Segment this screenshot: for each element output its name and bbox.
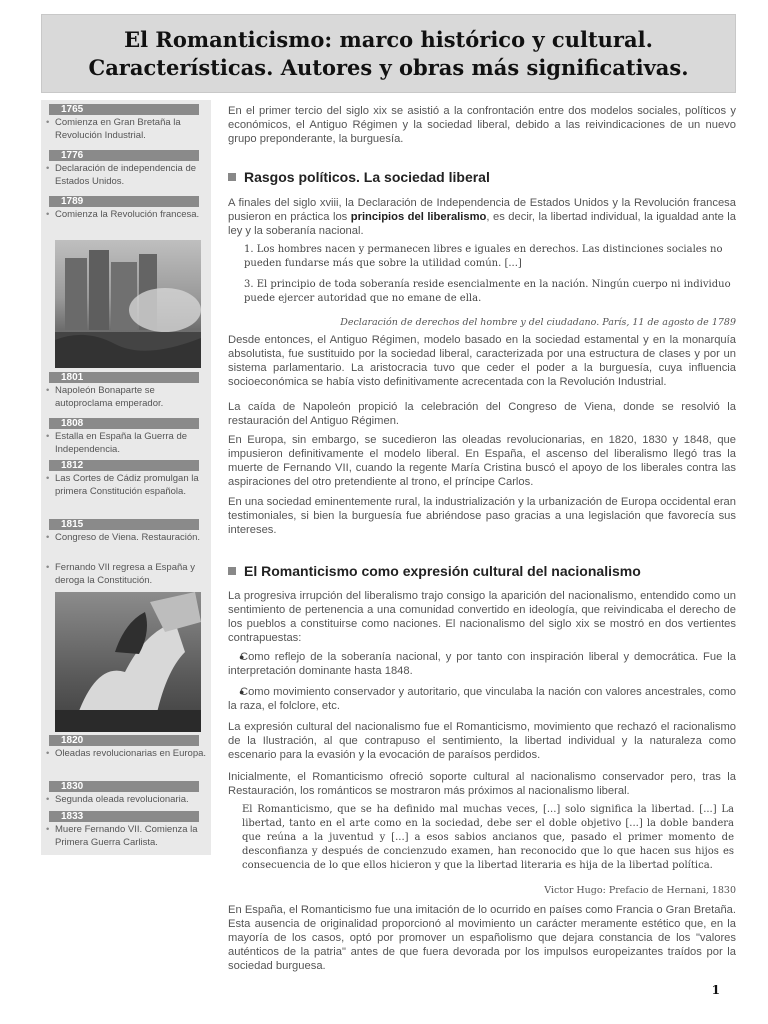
- paragraph-restauracion: Inicialmente, el Romanticismo ofreció soporte cultural al nacionalismo conservador pero, tras la Restauración, los románticos se mostraron más próximos al nacionalismo liberal.: [228, 771, 736, 797]
- timeline-text: • Napoleón Bonaparte se autoproclama emperador.: [55, 385, 207, 410]
- section-heading-romanticism: El Romanticismo como expresión cultural del nacionalismo: [228, 564, 641, 578]
- bullet-liberal: ● Como reflejo de la soberanía nacional, y por tanto con inspiración liberal y democrática. Fue la interpretación dominante hasta 1848.: [228, 650, 736, 678]
- timeline-year: 1801: [49, 372, 199, 383]
- timeline-year: 1812: [49, 460, 199, 471]
- timeline-year: 1820: [49, 735, 199, 746]
- timeline-year: 1833: [49, 811, 199, 822]
- napoleon-horse-image: [55, 592, 201, 732]
- victor-hugo-source: Victor Hugo: Prefacio de Hernani, 1830: [544, 885, 736, 896]
- title-box: [41, 14, 736, 93]
- bullet-conservative: ● Como movimiento conservador y autoritario, que vinculaba la nación con valores ancestrales, como la raza, el folclore, etc.: [228, 685, 736, 713]
- timeline-sidebar: [41, 100, 211, 855]
- timeline-text: • Fernando VII regresa a España y deroga la Constitución.: [55, 562, 207, 587]
- timeline-year: 1815: [49, 519, 199, 530]
- paragraph-nationalism: La progresiva irrupción del liberalismo trajo consigo la aparición del nacionalismo, entendido como un sentimiento de pertenencia a una comunidad convertido en ideología, que reivindicaba el derecho de los pueblos a constituirse como naciones. El nacionalismo del siglo xix se mostró en dos vertientes contrapuestas:: [228, 590, 736, 644]
- declaration-source: Declaración de derechos del hombre y del ciudadano. París, 11 de agosto de 1789: [340, 317, 736, 328]
- paragraph-romanticism-expression: La expresión cultural del nacionalismo fue el Romanticismo, movimiento que rechazó el racionalismo de la Ilustración, al que contrapuso el sentimiento, la libertad individual y la naturaleza como escenario para la evasión y la evocación de paraísos perdidos.: [228, 721, 736, 761]
- paragraph-europe: En Europa, sin embargo, se sucedieron las oleadas revolucionarias, en 1820, 1830 y 1848, que impusieron definitivamente el modelo liberal. En España, el ascenso del liberalismo llegó tras la muerte de Fernando VII, cuando la regente María Cristina buscó el apoyo de los liberales contra las aspiraciones del otro pretendiente al trono, el príncipe Carlos.: [228, 434, 736, 488]
- timeline-year: 1776: [49, 150, 199, 161]
- intro-paragraph: En el primer tercio del siglo xix se asistió a la confrontación entre dos modelos sociales, políticos y económicos, el Antiguo Régimen y la sociedad liberal, debido a las reivindicaciones de un nuevo grupo preponderante, la burguesía.: [228, 105, 736, 145]
- timeline-text: • Muere Fernando VII. Comienza la Primera Guerra Carlista.: [55, 824, 207, 849]
- declaration-article-1: 1. Los hombres nacen y permanecen libres e iguales en derechos. Las distinciones sociales no pueden fundarse más que sobre la utilidad común. [...]: [244, 244, 723, 269]
- page-number: 1: [711, 983, 720, 997]
- timeline-text: • Declaración de independencia de Estados Unidos.: [55, 163, 207, 188]
- paragraph-antiguo-regimen: Desde entonces, el Antiguo Régimen, modelo basado en la sociedad estamental y en la monarquía absolutista, fue sustituido por la sociedad liberal, caracterizada por una estructura de clases y por un sistema parlamentario. La aristocracia tuvo que ceder el poder a la burguesía, cuya influencia socioeconómica se había visto definitivamente acrecentada con la Revolución Industrial.: [228, 334, 736, 388]
- paragraph-napoleon: La caída de Napoleón propició la celebración del Congreso de Viena, donde se resolvió la restauración del Antiguo Régimen.: [228, 401, 736, 427]
- storming-bastille-image: [55, 240, 201, 368]
- declaration-article-3: 3. El principio de toda soberanía reside esencialmente en la nación. Ningún cuerpo ni individuo puede ejercer autoridad que no emane de ella.: [244, 279, 731, 304]
- timeline-text: • Estalla en España la Guerra de Independencia.: [55, 431, 207, 456]
- paragraph-principles: A finales del siglo xviii, la Declaración de Independencia de Estados Unidos y la Revolución francesa pusieron en práctica los principios del liberalismo, es decir, la libertad individual, la igualdad ante la ley y la soberanía nacional.: [228, 197, 737, 237]
- timeline-year: 1765: [49, 104, 199, 115]
- victor-hugo-quote: El Romanticismo, que se ha definido mal muchas veces, [...] solo significa la libertad. [...] La libertad, tanto en el arte como en la sociedad, debe ser el doble objetivo [...] la doble bandera que reúna a la juventud y [...] a esos sabios ancianos que, pasado el primer momento de desconfianza y después de concienzudo examen, han reconocido que lo que hacen sus hijos es consecuencia de lo que ellos hicieron y que la libertad literaria es hija de la libertad política.: [242, 804, 734, 871]
- timeline-year: 1789: [49, 196, 199, 207]
- paragraph-spain-romanticism: En España, el Romanticismo fue una imitación de lo ocurrido en países como Francia o Gran Bretaña. Esta ausencia de originalidad proporcionó al movimiento un carácter meramente estético que, en la mayoría de los casos, optó por promover un españolismo que dejara constancia de los "valores auténticos de la patria" antes de que fuera devorada por los impulsos europeizantes traídos por la sociedad burguesa.: [228, 904, 736, 972]
- paragraph-rural: En una sociedad eminentemente rural, la industrialización y la urbanización de Europa occidental eran testimoniales, si bien la burguesía fue abriéndose paso gracias a una legislación que favorecía sus intereses.: [228, 496, 736, 536]
- timeline-year: 1808: [49, 418, 199, 429]
- timeline-text: • Las Cortes de Cádiz promulgan la primera Constitución española.: [55, 473, 207, 498]
- timeline-text: • Comienza la Revolución francesa.: [55, 209, 207, 222]
- section-heading-liberal: Rasgos políticos. La sociedad liberal: [228, 170, 490, 184]
- timeline-text: • Congreso de Viena. Restauración.: [55, 532, 207, 545]
- timeline-text: • Comienza en Gran Bretaña la Revolución Industrial.: [55, 117, 207, 142]
- timeline-year: 1830: [49, 781, 199, 792]
- timeline-text: • Segunda oleada revolucionaria.: [55, 794, 207, 807]
- title-line-1: El Romanticismo: marco histórico y cultural.: [124, 26, 653, 52]
- timeline-text: • Oleadas revolucionarias en Europa.: [55, 748, 207, 761]
- title-line-2: Características. Autores y obras más significativas.: [88, 54, 689, 80]
- page-content: [41, 100, 736, 970]
